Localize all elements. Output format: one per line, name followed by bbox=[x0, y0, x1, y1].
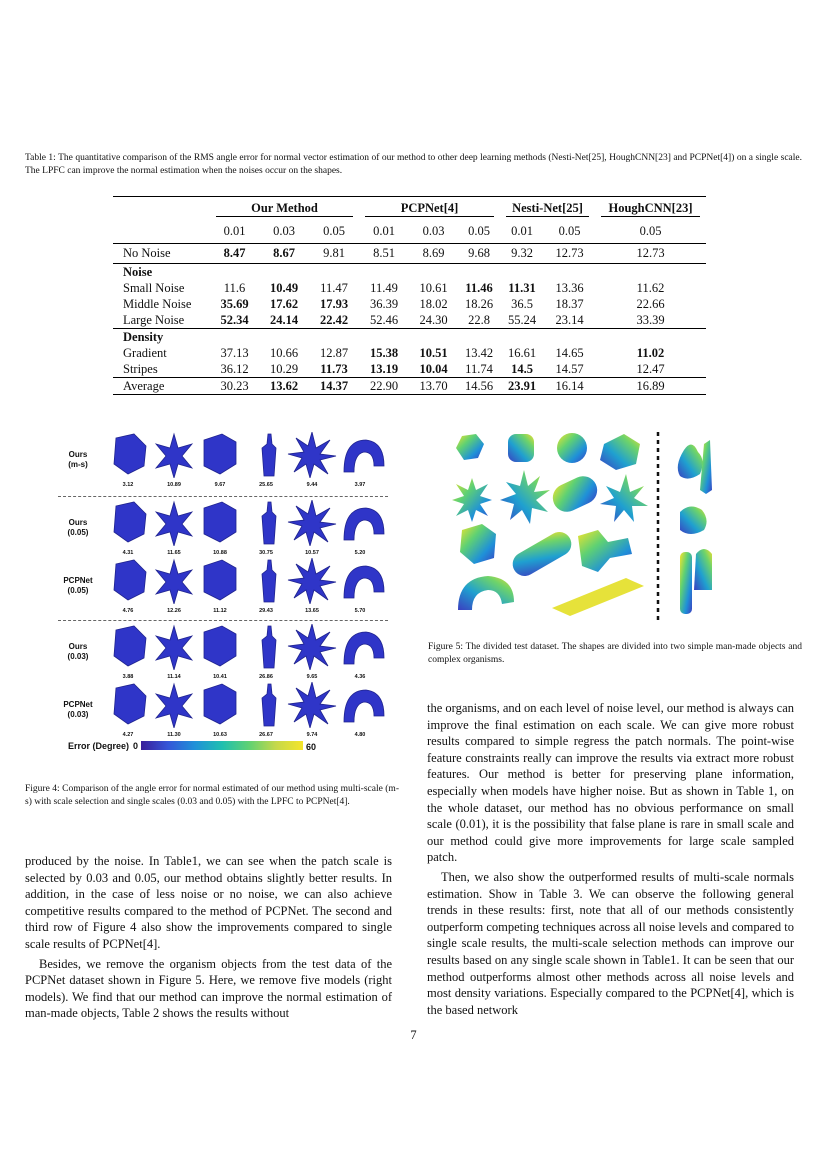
shape-block-pipe bbox=[578, 530, 632, 572]
table-cell: 8.47 bbox=[223, 246, 246, 260]
table-cell: 14.65 bbox=[555, 345, 584, 360]
colorbar-min: 0 bbox=[133, 741, 139, 751]
table-cell: 13.62 bbox=[269, 378, 299, 393]
table-cell: 8.51 bbox=[373, 246, 395, 260]
table-cell: 24.14 bbox=[269, 312, 299, 327]
scale-header: 0.05 bbox=[468, 224, 490, 239]
table-cell: 18.02 bbox=[419, 296, 448, 311]
table-cell: 52.46 bbox=[369, 312, 399, 327]
shape-organism-dragon bbox=[678, 444, 703, 478]
row-label: Stripes bbox=[123, 361, 158, 376]
scale-header: 0.01 bbox=[223, 224, 246, 239]
scale-header: 0.03 bbox=[422, 224, 445, 239]
error-value: 9.67 bbox=[214, 482, 226, 488]
paragraph: the organisms, and on each level of noise level, our method is always can improve the final estimation on each scale. We can give more robust results compared to simple regress the patch normals. The point-wise feature constraints really can improve the results via extract more robust features. Our method is better for preserving plane information, especially when models have higher noise. But as shown in Table 1, on the whole dataset, our method has no obvious performance on small scale (0.01), it is the possibility that false plane is rare in small scale and our method could give more improvements for large scale sampled patch. bbox=[427, 701, 794, 865]
shape-liberty-statue bbox=[262, 684, 276, 726]
shape-cube bbox=[204, 434, 236, 474]
page-number: 7 bbox=[410, 1028, 417, 1042]
figure-5 bbox=[448, 430, 713, 622]
shape-icosahedron bbox=[114, 434, 146, 474]
row-label: No Noise bbox=[123, 246, 171, 260]
table-row bbox=[113, 377, 706, 394]
table-cell: 22.8 bbox=[468, 312, 490, 327]
error-value: 4.31 bbox=[122, 550, 134, 556]
table-row bbox=[113, 280, 706, 296]
fig4-shapes bbox=[108, 682, 388, 728]
fig4-row bbox=[58, 558, 388, 614]
shape-icosahedron bbox=[114, 626, 146, 666]
error-value: 10.57 bbox=[305, 550, 319, 556]
table-group-header: Nesti-Net[25] bbox=[500, 197, 595, 221]
table-cell: 11.73 bbox=[320, 361, 348, 376]
error-value: 11.65 bbox=[167, 550, 181, 556]
table-cell: 11.02 bbox=[636, 345, 665, 360]
fig4-row bbox=[58, 500, 388, 556]
shape-organism-animal bbox=[680, 506, 707, 534]
table-cell: 9.32 bbox=[511, 246, 533, 260]
table-cell: 15.38 bbox=[369, 345, 399, 360]
error-value: 9.74 bbox=[306, 732, 318, 738]
colorbar bbox=[141, 741, 303, 750]
error-value: 4.36 bbox=[354, 674, 366, 680]
shape-liberty-statue bbox=[262, 502, 276, 544]
shape-tube-arc bbox=[344, 566, 384, 598]
results-table bbox=[113, 196, 706, 395]
shape-tube-arc bbox=[344, 632, 384, 664]
shape-liberty-statue bbox=[262, 434, 276, 476]
table-cell: 14.37 bbox=[319, 378, 349, 393]
shape-star-8 bbox=[288, 682, 336, 728]
error-value: 30.75 bbox=[259, 550, 273, 556]
table-cell: 17.93 bbox=[319, 296, 349, 311]
table-cell: 11.6 bbox=[223, 280, 246, 295]
shape-star-6 bbox=[156, 684, 192, 728]
paragraph: produced by the noise. In Table1, we can see when the patch scale is selected by 0.03 and 0.05, our method obtains slightly better results. In addition, in the case of less noise or no noise, we can also achieve competitive results compared to the method of PCPNet. The second and third row of Figure 4 also show the improvements compared to single scale results of PCPNet[4]. bbox=[25, 854, 392, 951]
table-cell: 10.49 bbox=[269, 280, 299, 295]
table-row bbox=[113, 296, 706, 312]
error-value: 11.14 bbox=[167, 674, 181, 680]
table-cell: 14.57 bbox=[555, 361, 584, 376]
row-label: Middle Noise bbox=[123, 296, 192, 311]
shape-star-6 bbox=[156, 560, 192, 604]
section-header: Noise bbox=[123, 264, 153, 279]
divider bbox=[58, 620, 388, 621]
colorbar-max: 60 bbox=[306, 742, 317, 752]
fig4-row-label: PCPNet (0.05) bbox=[63, 576, 93, 595]
error-value: 11.12 bbox=[213, 608, 227, 614]
table-cell: 11.47 bbox=[320, 280, 348, 295]
table-cell: 55.24 bbox=[507, 312, 537, 327]
section-header: Density bbox=[123, 329, 164, 344]
table-header-empty bbox=[113, 220, 210, 243]
table-cell: 36.39 bbox=[369, 296, 399, 311]
error-value: 10.63 bbox=[213, 732, 227, 738]
table-cell: 23.91 bbox=[507, 378, 537, 393]
shape-tube-arc bbox=[458, 576, 514, 610]
scale-header: 0.05 bbox=[558, 224, 581, 239]
left-column-text bbox=[25, 853, 392, 1022]
table-cell: 37.13 bbox=[220, 345, 249, 360]
shape-star-6 bbox=[156, 626, 192, 670]
table-cell: 35.69 bbox=[220, 296, 249, 311]
table-row bbox=[113, 345, 706, 361]
shape-liberty-statue bbox=[262, 560, 276, 602]
divider bbox=[58, 496, 388, 497]
colorbar-label: Error (Degree) bbox=[68, 741, 130, 751]
shape-icosahedron bbox=[114, 684, 146, 724]
table-cell: 16.89 bbox=[636, 378, 665, 393]
error-value: 9.44 bbox=[306, 482, 318, 488]
table-cell: 52.34 bbox=[220, 312, 249, 327]
fig4-row-label: Ours (0.05) bbox=[67, 518, 89, 537]
table-cell: 18.26 bbox=[464, 296, 494, 311]
shape-tube-arc bbox=[344, 690, 384, 722]
error-value: 25.65 bbox=[259, 482, 273, 488]
scale-header: 0.05 bbox=[639, 224, 662, 239]
row-label: Large Noise bbox=[123, 312, 185, 327]
table-cell: 8.69 bbox=[422, 246, 445, 260]
table-cell: 12.73 bbox=[555, 246, 584, 260]
figure-5-caption: Figure 5: The divided test dataset. The shapes are divided into two simple man-made objects and complex organisms. bbox=[428, 642, 802, 665]
table-cell: 18.37 bbox=[555, 296, 584, 311]
error-value: 10.89 bbox=[167, 482, 181, 488]
error-value: 3.88 bbox=[122, 674, 134, 680]
table-cell: 13.19 bbox=[369, 361, 399, 376]
fig4-values bbox=[108, 482, 388, 492]
fig4-row bbox=[58, 432, 388, 488]
fig4-shapes bbox=[108, 558, 388, 604]
shape-long-cylinder bbox=[508, 528, 575, 581]
table-header-empty bbox=[113, 197, 210, 221]
error-value: 26.86 bbox=[259, 674, 273, 680]
scale-header: 0.03 bbox=[273, 224, 295, 239]
shape-star-8 bbox=[452, 478, 492, 522]
table-cell: 36.5 bbox=[511, 296, 533, 311]
error-value: 3.97 bbox=[354, 482, 366, 488]
error-value: 11.30 bbox=[167, 732, 181, 738]
scale-header: 0.01 bbox=[373, 224, 395, 239]
shape-sphere bbox=[557, 433, 587, 463]
scale-header: 0.01 bbox=[511, 224, 533, 239]
error-value: 12.26 bbox=[167, 608, 181, 614]
table-row bbox=[113, 312, 706, 329]
table-group-header: PCPNet[4] bbox=[359, 197, 500, 221]
shape-cube bbox=[600, 434, 640, 470]
shape-star-8 bbox=[288, 624, 336, 670]
shape-icosahedron bbox=[456, 434, 484, 460]
table-cell: 12.87 bbox=[319, 345, 349, 360]
section-header-row bbox=[113, 328, 706, 345]
fig4-row bbox=[58, 624, 388, 680]
table-cell: 22.42 bbox=[319, 312, 349, 327]
row-label: Small Noise bbox=[123, 280, 185, 295]
error-value: 10.41 bbox=[213, 674, 227, 680]
shape-cube bbox=[204, 502, 236, 542]
table-cell: 11.46 bbox=[465, 280, 493, 295]
right-column-text bbox=[427, 700, 794, 1018]
error-value: 26.67 bbox=[259, 732, 273, 738]
table-cell: 11.74 bbox=[465, 361, 493, 376]
shape-cylinder bbox=[508, 434, 534, 462]
table-cell: 14.56 bbox=[464, 378, 494, 393]
table-cell: 33.39 bbox=[636, 312, 665, 327]
fig4-shapes bbox=[108, 624, 388, 670]
fig4-shapes bbox=[108, 500, 388, 546]
shape-organism-column bbox=[680, 552, 692, 614]
shape-tube-arc bbox=[344, 508, 384, 540]
table-cell: 17.62 bbox=[269, 296, 299, 311]
table-cell: 9.68 bbox=[468, 246, 490, 260]
fig4-row-label: Ours (m-s) bbox=[68, 450, 88, 469]
fig4-shapes bbox=[108, 432, 388, 478]
shape-icosahedron bbox=[114, 560, 146, 600]
paragraph: Besides, we remove the organism objects from the test data of the PCPNet dataset shown in Figure 5. Here, we remove five models (right models). We find that our method can improve the normal estimation of man-made objects, Table 2 shows the results without bbox=[25, 956, 392, 1021]
paragraph: Then, we also show the outperformed results of multi-scale normals estimation. Show in Table 3. We can observe the following general trends in these results: first, note that all of our methods consistently outperform competing techniques across all noise levels and compared to single scale results, the multi-scale selection methods can improve our results based on any single scale shown in Table1. It can be seen that our method outperforms almost other methods across all noise levels and most density variations. Especially compared to the PCPNet[4], which is the based network bbox=[427, 869, 794, 1017]
error-value: 4.27 bbox=[122, 732, 134, 738]
table-cell: 36.12 bbox=[220, 361, 249, 376]
shape-cube bbox=[204, 560, 236, 600]
fig4-row-label: PCPNet (0.03) bbox=[63, 700, 93, 719]
row-label: Gradient bbox=[123, 345, 167, 360]
error-value: 10.88 bbox=[213, 550, 227, 556]
scale-header: 0.05 bbox=[323, 224, 345, 239]
table-cell: 10.04 bbox=[419, 361, 448, 376]
table-cell: 11.49 bbox=[370, 280, 398, 295]
fig4-row-label: Ours (0.03) bbox=[67, 642, 89, 661]
table-cell: 11.62 bbox=[636, 280, 665, 295]
shape-star-6 bbox=[156, 434, 192, 478]
table-cell: 30.23 bbox=[220, 378, 249, 393]
table-cell: 12.47 bbox=[636, 361, 665, 376]
error-value: 5.70 bbox=[354, 608, 366, 614]
table-row bbox=[113, 243, 706, 263]
table-cell: 22.66 bbox=[636, 296, 665, 311]
table-cell: 13.36 bbox=[555, 280, 584, 295]
shape-capsule bbox=[548, 472, 602, 517]
table-cell: 14.5 bbox=[511, 361, 533, 376]
table-cell: 23.14 bbox=[555, 312, 584, 327]
figure-4-caption: Figure 4: Comparison of the angle error for normal estimated of our method using multi-scale (m-s) with scale selection and single scales (0.03 and 0.05) with the LPFC to PCPNet[4]. bbox=[25, 784, 399, 807]
table-cell: 10.61 bbox=[419, 280, 448, 295]
table-cell: 12.73 bbox=[636, 246, 665, 260]
shape-cube bbox=[204, 626, 236, 666]
shape-star-6 bbox=[156, 502, 192, 546]
table-row bbox=[113, 361, 706, 378]
figure-4 bbox=[58, 432, 388, 762]
row-label: Average bbox=[123, 378, 165, 393]
error-value: 4.76 bbox=[122, 608, 134, 614]
table1-caption: Table 1: The quantitative comparison of the RMS angle error for normal vector estimation of our method to other deep learning methods (Nesti-Net[25], HoughCNN[23] and PCPNet[4]) on a single scale. The LPFC can improve the normal estimation when the noises occur on the shapes. bbox=[25, 153, 802, 176]
shape-organism-statue bbox=[694, 549, 712, 590]
error-value: 4.80 bbox=[354, 732, 366, 738]
shape-cube-box bbox=[460, 524, 496, 564]
table-cell: 13.70 bbox=[419, 378, 448, 393]
table-group-header: Our Method bbox=[210, 197, 359, 221]
error-value: 13.65 bbox=[305, 608, 319, 614]
error-value: 9.65 bbox=[306, 674, 318, 680]
shape-star-8 bbox=[288, 558, 336, 604]
shape-tube-arc bbox=[344, 440, 384, 472]
fig4-row bbox=[58, 682, 388, 738]
error-value: 29.43 bbox=[259, 608, 273, 614]
table-cell: 10.29 bbox=[269, 361, 299, 376]
shape-star-12 bbox=[500, 470, 550, 524]
table-cell: 13.42 bbox=[464, 345, 494, 360]
table-cell: 22.90 bbox=[369, 378, 399, 393]
table-cell: 8.67 bbox=[273, 246, 295, 260]
shape-liberty-statue bbox=[262, 626, 276, 668]
table-group-header: HoughCNN[23] bbox=[595, 197, 706, 221]
table-cell: 16.14 bbox=[555, 378, 584, 393]
table-cell: 10.66 bbox=[269, 345, 299, 360]
shape-star-spiky bbox=[600, 474, 648, 522]
table-cell: 9.81 bbox=[323, 246, 345, 260]
fig4-values bbox=[108, 608, 388, 618]
shape-star-8 bbox=[288, 432, 336, 478]
shape-cube bbox=[204, 684, 236, 724]
error-value: 3.12 bbox=[122, 482, 134, 488]
shape-icosahedron bbox=[114, 502, 146, 542]
shape-flat-plank bbox=[552, 578, 644, 616]
shape-star-8 bbox=[288, 500, 336, 546]
table-cell: 16.61 bbox=[507, 345, 537, 360]
error-value: 5.20 bbox=[354, 550, 366, 556]
table-cell: 24.30 bbox=[419, 312, 448, 327]
table-cell: 10.51 bbox=[419, 345, 448, 360]
section-header-row bbox=[113, 263, 706, 280]
table-cell: 11.31 bbox=[508, 280, 536, 295]
